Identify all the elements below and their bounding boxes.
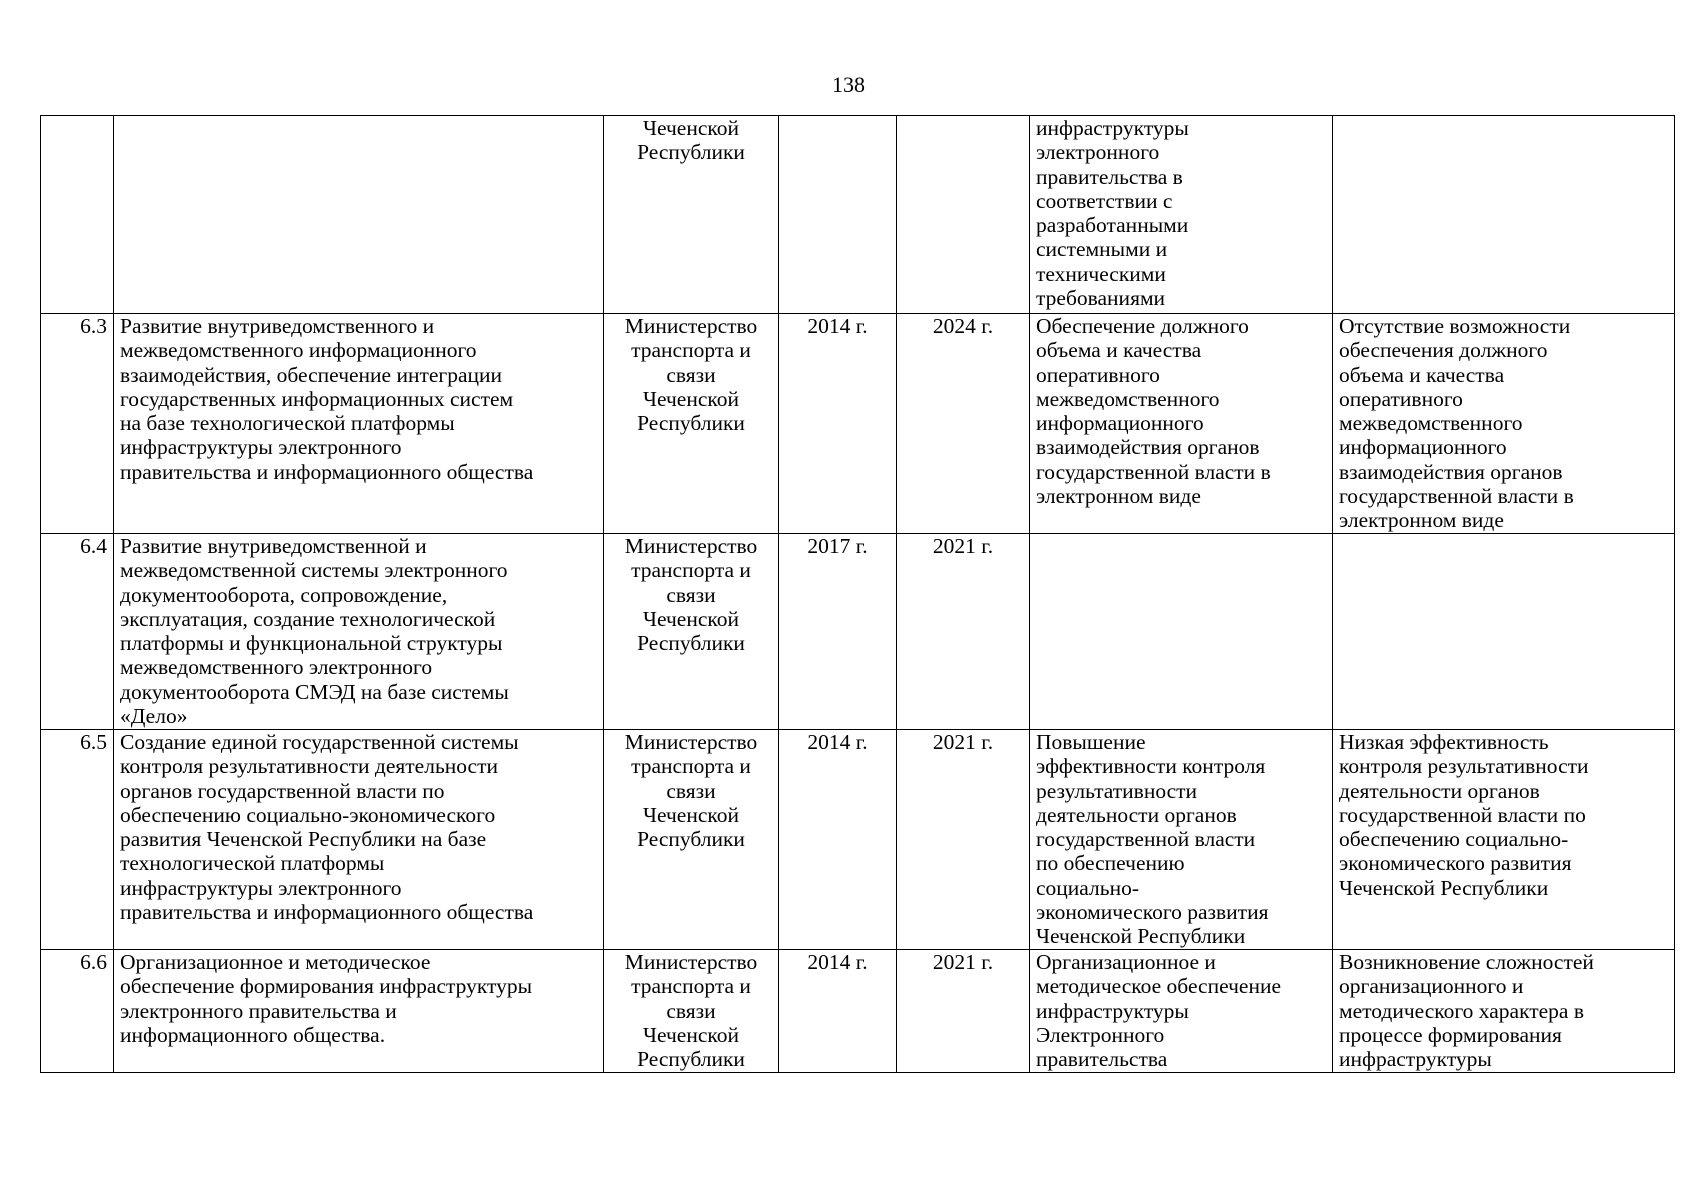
end-year-cell bbox=[897, 116, 1030, 314]
activity-cell: Организационное и методическое обеспечение формирования инфраструктуры электронного правительства и информационного общества. bbox=[114, 950, 604, 1073]
consequence-cell: Отсутствие возможности обеспечения должного объема и качества оперативного межведомственного информационного взаимодействия органов государственной власти в электронном виде bbox=[1333, 314, 1675, 534]
result-cell: Обеспечение должного объема и качества оперативного межведомственного информационного взаимодействия органов государственной власти в электронном виде bbox=[1030, 314, 1333, 534]
result-cell: Организационное и методическое обеспечение инфраструктуры Электронного правительства bbox=[1030, 950, 1333, 1073]
row-number: 6.6 bbox=[41, 950, 114, 1073]
consequence-cell bbox=[1333, 534, 1675, 730]
executor-cell: Чеченской Республики bbox=[604, 116, 779, 314]
activity-cell: Развитие внутриведомственной и межведомственной системы электронного документооборота, сопровождение, эксплуатация, создание технологической платформы и функциональной структуры межведомственного электронного документооборота СМЭД на базе системы «Дело» bbox=[114, 534, 604, 730]
table-row bbox=[41, 730, 1675, 950]
table-row bbox=[41, 534, 1675, 730]
executor-cell: Министерство транспорта и связи Чеченской Республики bbox=[604, 730, 779, 950]
start-year-cell: 2014 г. bbox=[779, 950, 897, 1073]
end-year-cell: 2021 г. bbox=[897, 730, 1030, 950]
start-year-cell bbox=[779, 116, 897, 314]
table-row bbox=[41, 314, 1675, 534]
end-year-cell: 2024 г. bbox=[897, 314, 1030, 534]
result-cell: Повышение эффективности контроля результативности деятельности органов государственной власти по обеспечению социально- экономического развития Чеченской Республики bbox=[1030, 730, 1333, 950]
measures-table bbox=[40, 115, 1675, 1073]
result-cell bbox=[1030, 534, 1333, 730]
executor-cell: Министерство транспорта и связи Чеченской Республики bbox=[604, 534, 779, 730]
row-number: 6.4 bbox=[41, 534, 114, 730]
activity-cell bbox=[114, 116, 604, 314]
table-row bbox=[41, 950, 1675, 1073]
start-year-cell: 2017 г. bbox=[779, 534, 897, 730]
start-year-cell: 2014 г. bbox=[779, 730, 897, 950]
row-number: 6.3 bbox=[41, 314, 114, 534]
executor-cell: Министерство транспорта и связи Чеченской Республики bbox=[604, 314, 779, 534]
consequence-cell bbox=[1333, 116, 1675, 314]
page-number: 138 bbox=[832, 72, 865, 97]
consequence-cell: Низкая эффективность контроля результативности деятельности органов государственной власти по обеспечению социально- экономического развития Чеченской Республики bbox=[1333, 730, 1675, 950]
activity-cell: Создание единой государственной системы контроля результативности деятельности органов государственной власти по обеспечению социально-экономического развития Чеченской Республики на базе технологической платформы инфраструктуры электронного правительства и информационного общества bbox=[114, 730, 604, 950]
consequence-cell: Возникновение сложностей организационного и методического характера в процессе формирования инфраструктуры bbox=[1333, 950, 1675, 1073]
table-row bbox=[41, 116, 1675, 314]
activity-cell: Развитие внутриведомственного и межведомственного информационного взаимодействия, обеспечение интеграции государственных информационных систем на базе технологической платформы инфраструктуры электронного правительства и информационного общества bbox=[114, 314, 604, 534]
start-year-cell: 2014 г. bbox=[779, 314, 897, 534]
result-cell: инфраструктуры электронного правительства в соответствии с разработанными системными и техническими требованиями bbox=[1030, 116, 1333, 314]
row-number bbox=[41, 116, 114, 314]
end-year-cell: 2021 г. bbox=[897, 950, 1030, 1073]
executor-cell: Министерство транспорта и связи Чеченской Республики bbox=[604, 950, 779, 1073]
end-year-cell: 2021 г. bbox=[897, 534, 1030, 730]
row-number: 6.5 bbox=[41, 730, 114, 950]
